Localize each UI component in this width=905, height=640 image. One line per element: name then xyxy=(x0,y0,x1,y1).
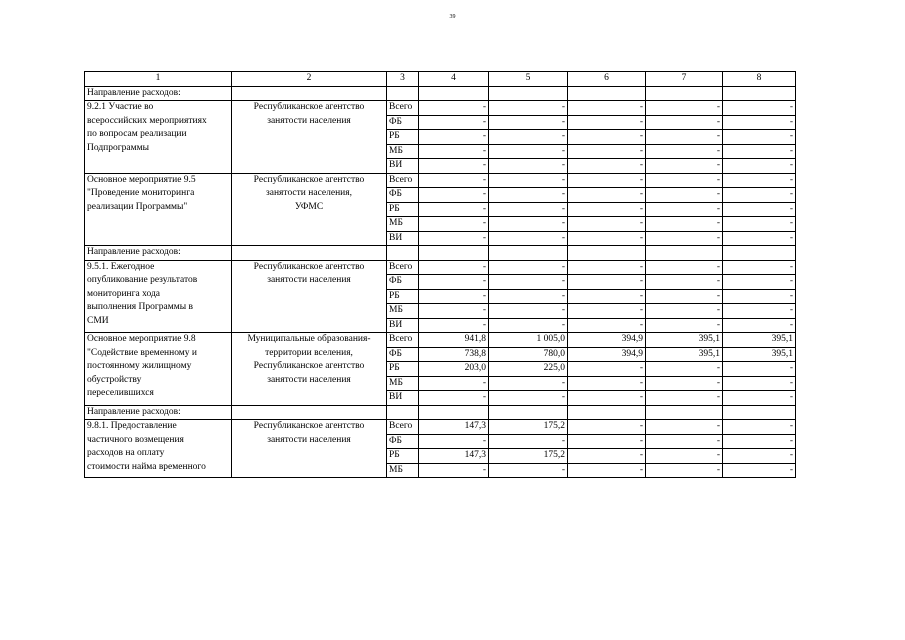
amount-cell: - xyxy=(723,202,796,217)
funding-source: ВИ xyxy=(387,391,419,406)
amount-cell: - xyxy=(646,202,723,217)
executor-name xyxy=(232,101,387,174)
measure-name-line: обустройству xyxy=(87,374,142,385)
amount-cell: 1 005,0 xyxy=(489,333,568,348)
column-number: 6 xyxy=(568,72,646,87)
amount-cell: 225,0 xyxy=(489,362,568,377)
funding-source: ФБ xyxy=(387,115,419,130)
measure-name-line: стоимости найма временного xyxy=(87,461,206,472)
amount-cell: 394,9 xyxy=(568,333,646,348)
amount-cell: 175,2 xyxy=(489,449,568,464)
amount-cell: - xyxy=(489,217,568,232)
measure-name-line: СМИ xyxy=(87,315,109,326)
funding-source: ФБ xyxy=(387,275,419,290)
executor-name-line: территории вселения, xyxy=(265,347,353,358)
amount-cell: - xyxy=(723,188,796,203)
funding-source: ФБ xyxy=(387,347,419,362)
amount-cell: - xyxy=(646,391,723,406)
empty-cell xyxy=(387,246,419,261)
amount-cell: - xyxy=(489,188,568,203)
empty-cell xyxy=(489,86,568,101)
column-number-row xyxy=(85,72,796,87)
amount-cell: - xyxy=(646,376,723,391)
amount-cell: - xyxy=(646,159,723,174)
amount-cell: - xyxy=(568,231,646,246)
amount-cell: - xyxy=(568,289,646,304)
direction-row xyxy=(85,86,796,101)
amount-cell: - xyxy=(568,434,646,449)
amount-cell: - xyxy=(723,217,796,232)
measure-name-line: всероссийских мероприятиях xyxy=(87,115,207,126)
amount-cell: - xyxy=(646,420,723,435)
amount-cell: - xyxy=(646,130,723,145)
empty-cell xyxy=(232,86,387,101)
column-number: 8 xyxy=(723,72,796,87)
amount-cell: - xyxy=(723,173,796,188)
executor-name-line: Республиканское агентство xyxy=(253,102,365,112)
amount-cell: - xyxy=(489,202,568,217)
executor-name xyxy=(232,333,387,406)
empty-cell xyxy=(419,405,489,420)
funding-source: РБ xyxy=(387,130,419,145)
amount-cell: - xyxy=(723,391,796,406)
empty-cell xyxy=(568,86,646,101)
column-number: 2 xyxy=(232,72,387,87)
empty-cell xyxy=(489,246,568,261)
amount-cell: - xyxy=(419,173,489,188)
amount-cell: - xyxy=(419,188,489,203)
amount-cell: - xyxy=(723,362,796,377)
executor-name-line: Республиканское агентство xyxy=(253,174,365,185)
amount-cell: - xyxy=(489,115,568,130)
funding-source: РБ xyxy=(387,362,419,377)
amount-cell: - xyxy=(646,275,723,290)
amount-cell: - xyxy=(489,318,568,333)
funding-source: Всего xyxy=(387,333,419,348)
empty-cell xyxy=(646,86,723,101)
direction-label: Направление расходов: xyxy=(85,405,232,420)
amount-cell: - xyxy=(489,434,568,449)
amount-cell: - xyxy=(568,463,646,478)
amount-cell: - xyxy=(723,420,796,435)
empty-cell xyxy=(489,405,568,420)
budget-table xyxy=(84,71,796,478)
amount-cell: - xyxy=(568,420,646,435)
amount-cell: - xyxy=(419,115,489,130)
amount-cell: - xyxy=(489,391,568,406)
funding-source: РБ xyxy=(387,202,419,217)
column-number: 4 xyxy=(419,72,489,87)
amount-cell: - xyxy=(646,362,723,377)
amount-cell: - xyxy=(723,144,796,159)
funding-source: Всего xyxy=(387,260,419,275)
measure-name-line: частичного возмещения xyxy=(87,434,184,445)
executor-name-line: Республиканское агентство xyxy=(253,361,365,371)
amount-cell: - xyxy=(646,434,723,449)
funding-source: МБ xyxy=(387,463,419,478)
amount-cell: - xyxy=(646,217,723,232)
amount-cell: - xyxy=(568,115,646,130)
amount-cell: 203,0 xyxy=(419,362,489,377)
amount-cell: - xyxy=(646,304,723,319)
amount-cell: - xyxy=(568,260,646,275)
funding-source: МБ xyxy=(387,217,419,232)
amount-cell: - xyxy=(419,463,489,478)
funding-source: МБ xyxy=(387,144,419,159)
measure-name xyxy=(85,420,232,478)
amount-cell: - xyxy=(646,260,723,275)
amount-cell: - xyxy=(489,130,568,145)
measure-name-line: опубликование результатов xyxy=(87,275,198,285)
amount-cell: - xyxy=(489,275,568,290)
amount-cell: - xyxy=(646,188,723,203)
funding-source: ФБ xyxy=(387,434,419,449)
amount-cell: - xyxy=(489,159,568,174)
amount-cell: - xyxy=(419,275,489,290)
measure-name xyxy=(85,260,232,333)
amount-cell: - xyxy=(568,318,646,333)
amount-cell: 395,1 xyxy=(646,333,723,348)
funding-source: Всего xyxy=(387,173,419,188)
column-number: 1 xyxy=(85,72,232,87)
measure-name-line: реализации Программы" xyxy=(87,201,188,212)
amount-cell: 780,0 xyxy=(489,347,568,362)
table-row xyxy=(85,420,796,435)
amount-cell: - xyxy=(723,318,796,333)
table-row xyxy=(85,260,796,275)
column-number: 5 xyxy=(489,72,568,87)
empty-cell xyxy=(568,405,646,420)
measure-name-line: постоянному жилищному xyxy=(87,361,192,371)
measure-name-line: "Содействие временному и xyxy=(87,347,197,358)
amount-cell: - xyxy=(489,101,568,116)
amount-cell: - xyxy=(419,304,489,319)
amount-cell: - xyxy=(489,173,568,188)
executor-name-line: Муниципальные образования- xyxy=(247,334,371,344)
amount-cell: - xyxy=(646,463,723,478)
measure-name-line: переселившихся xyxy=(87,388,154,398)
amount-cell: - xyxy=(419,159,489,174)
amount-cell: 395,1 xyxy=(646,347,723,362)
amount-cell: - xyxy=(568,217,646,232)
measure-name-line: 9.2.1 Участие во xyxy=(87,102,154,112)
empty-cell xyxy=(387,405,419,420)
amount-cell: - xyxy=(723,434,796,449)
amount-cell: - xyxy=(568,275,646,290)
amount-cell: - xyxy=(489,260,568,275)
executor-name xyxy=(232,420,387,478)
amount-cell: - xyxy=(723,101,796,116)
amount-cell: - xyxy=(568,188,646,203)
amount-cell: - xyxy=(419,217,489,232)
measure-name-line: Основное мероприятие 9.8 xyxy=(87,334,196,344)
amount-cell: - xyxy=(419,260,489,275)
table-row xyxy=(85,101,796,116)
amount-cell: - xyxy=(568,304,646,319)
empty-cell xyxy=(419,86,489,101)
funding-source: ВИ xyxy=(387,318,419,333)
empty-cell xyxy=(387,86,419,101)
funding-source: ВИ xyxy=(387,159,419,174)
amount-cell: - xyxy=(646,115,723,130)
executor-name-line: Республиканское агентство xyxy=(253,421,365,431)
amount-cell: - xyxy=(646,144,723,159)
column-number: 7 xyxy=(646,72,723,87)
amount-cell: - xyxy=(568,159,646,174)
amount-cell: - xyxy=(568,376,646,391)
amount-cell: - xyxy=(489,289,568,304)
amount-cell: - xyxy=(723,289,796,304)
empty-cell xyxy=(568,246,646,261)
amount-cell: 941,8 xyxy=(419,333,489,348)
amount-cell: - xyxy=(646,231,723,246)
measure-name xyxy=(85,101,232,174)
funding-source: ФБ xyxy=(387,188,419,203)
amount-cell: - xyxy=(419,391,489,406)
amount-cell: - xyxy=(723,159,796,174)
amount-cell: - xyxy=(646,173,723,188)
executor-name xyxy=(232,260,387,333)
empty-cell xyxy=(646,246,723,261)
amount-cell: 738,8 xyxy=(419,347,489,362)
amount-cell: - xyxy=(419,434,489,449)
amount-cell: - xyxy=(723,231,796,246)
amount-cell: - xyxy=(489,376,568,391)
funding-source: РБ xyxy=(387,289,419,304)
amount-cell: 175,2 xyxy=(489,420,568,435)
executor-name-line: занятости населения, xyxy=(266,188,352,198)
measure-name xyxy=(85,333,232,406)
measure-name-line: расходов на оплату xyxy=(87,448,165,458)
amount-cell: - xyxy=(646,318,723,333)
amount-cell: - xyxy=(568,101,646,116)
amount-cell: - xyxy=(419,202,489,217)
amount-cell: - xyxy=(419,144,489,159)
amount-cell: - xyxy=(646,449,723,464)
funding-source: РБ xyxy=(387,449,419,464)
amount-cell: - xyxy=(723,130,796,145)
measure-name-line: выполнения Программы в xyxy=(87,302,194,312)
funding-source: ВИ xyxy=(387,231,419,246)
empty-cell xyxy=(419,246,489,261)
amount-cell: - xyxy=(419,130,489,145)
measure-name xyxy=(85,173,232,246)
amount-cell: - xyxy=(489,231,568,246)
funding-source: Всего xyxy=(387,420,419,435)
measure-name-line: Основное мероприятие 9.5 xyxy=(87,174,196,185)
executor-name-line: занятости населения xyxy=(267,374,351,385)
amount-cell: - xyxy=(723,449,796,464)
executor-name-line: занятости населения xyxy=(267,275,351,285)
empty-cell xyxy=(723,86,796,101)
amount-cell: - xyxy=(646,101,723,116)
amount-cell: - xyxy=(568,362,646,377)
amount-cell: - xyxy=(419,376,489,391)
amount-cell: - xyxy=(568,391,646,406)
empty-cell xyxy=(723,246,796,261)
amount-cell: 147,3 xyxy=(419,420,489,435)
amount-cell: - xyxy=(419,101,489,116)
empty-cell xyxy=(232,246,387,261)
amount-cell: - xyxy=(419,231,489,246)
table-row xyxy=(85,333,796,348)
amount-cell: - xyxy=(723,463,796,478)
table-row xyxy=(85,173,796,188)
amount-cell: - xyxy=(419,318,489,333)
funding-source: Всего xyxy=(387,101,419,116)
measure-name-line: "Проведение мониторинга xyxy=(87,188,195,198)
measure-name-line: по вопросам реализации xyxy=(87,129,187,139)
amount-cell: - xyxy=(723,376,796,391)
amount-cell: - xyxy=(568,130,646,145)
direction-label: Направление расходов: xyxy=(85,246,232,261)
amount-cell: - xyxy=(646,289,723,304)
amount-cell: - xyxy=(568,144,646,159)
amount-cell: - xyxy=(568,202,646,217)
amount-cell: - xyxy=(723,275,796,290)
table-body xyxy=(85,72,796,478)
amount-cell: - xyxy=(489,463,568,478)
measure-name-line: Подпрограммы xyxy=(87,142,150,153)
amount-cell: 394,9 xyxy=(568,347,646,362)
amount-cell: 147,3 xyxy=(419,449,489,464)
funding-source: МБ xyxy=(387,376,419,391)
amount-cell: - xyxy=(723,304,796,319)
page-number: 39 xyxy=(449,14,456,20)
amount-cell: - xyxy=(419,289,489,304)
amount-cell: - xyxy=(723,260,796,275)
direction-label: Направление расходов: xyxy=(85,86,232,101)
measure-name-line: мониторинга хода xyxy=(87,288,161,299)
executor-name-line: УФМС xyxy=(294,201,324,212)
measure-name-line: 9.5.1. Ежегодное xyxy=(87,261,155,272)
amount-cell: - xyxy=(723,115,796,130)
amount-cell: - xyxy=(568,173,646,188)
direction-row xyxy=(85,405,796,420)
executor-name xyxy=(232,173,387,246)
empty-cell xyxy=(646,405,723,420)
amount-cell: - xyxy=(568,449,646,464)
amount-cell: - xyxy=(489,144,568,159)
amount-cell: 395,1 xyxy=(723,347,796,362)
empty-cell xyxy=(723,405,796,420)
empty-cell xyxy=(232,405,387,420)
direction-row xyxy=(85,246,796,261)
column-number: 3 xyxy=(387,72,419,87)
funding-source: МБ xyxy=(387,304,419,319)
executor-name-line: занятости населения xyxy=(267,115,351,126)
executor-name-line: Республиканское агентство xyxy=(253,261,365,272)
amount-cell: 395,1 xyxy=(723,333,796,348)
executor-name-line: занятости населения xyxy=(267,434,351,445)
measure-name-line: 9.8.1. Предоставление xyxy=(87,421,177,431)
amount-cell: - xyxy=(489,304,568,319)
